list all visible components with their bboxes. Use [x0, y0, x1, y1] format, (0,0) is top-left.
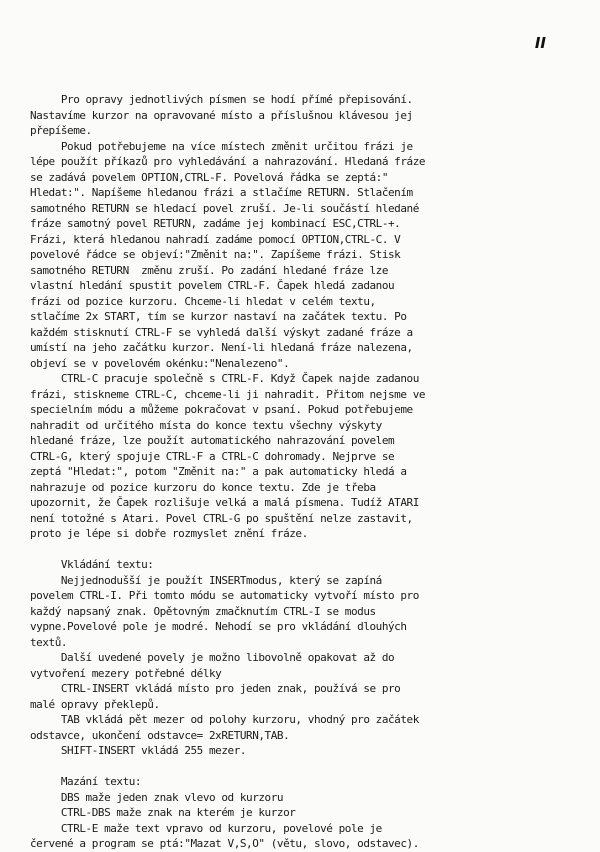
text-line: frázi od pozice kurzoru. Chceme-li hledat v celém textu,: [30, 294, 376, 308]
text-line: SHIFT-INSERT vkládá 255 mezer.: [30, 744, 247, 757]
text-line: Frázi, která hledanou nahradí zadáme pomocí OPTION,CTRL-C. V: [30, 232, 401, 246]
text-line: povelem CTRL-I. Při tomto módu se automaticky vytvoří místo pro: [30, 589, 419, 602]
text-line: každý napsaný znak. Opětovným zmačknutím CTRL-I se modus: [30, 604, 376, 618]
text-line: Nejjednodušší je použít INSERTmodus, který se zapíná: [30, 573, 382, 587]
blank-line: [30, 542, 584, 558]
text-line: CTRL-G, který spojuje CTRL-F a CTRL-C dohromady. Nejprve se: [30, 449, 395, 463]
text-line: přepíšeme.: [30, 124, 92, 137]
text-line: Mazání textu:: [30, 775, 142, 788]
text-line: umístí na jeho začátku kurzor. Není-li hledaná fráze nalezena,: [30, 341, 413, 354]
text-line: zeptá "Hledat:", potom "Změnit na:" a pak automaticky hledá a: [30, 465, 407, 478]
text-line: vlastní hledání spustit povelem CTRL-F. Čapek hledá zadanou: [30, 279, 395, 292]
text-line: stlačíme 2x START, tím se kurzor nastaví na začátek textu. Po: [30, 310, 407, 323]
text-line: lépe použít příkazů pro vyhledávání a nahrazování. Hledaná fráze: [30, 155, 426, 168]
text-line: nahrazuje od pozice kurzoru do konce textu. Zde je třeba: [30, 480, 376, 494]
text-line: proto je lépe si dobře rozmyslet znění fráze.: [30, 527, 308, 540]
text-line: Pokud potřebujeme na více místech změnit určitou frázi je: [30, 139, 413, 153]
text-line: se zadává povelem OPTION,CTRL-F. Povelová řádka se zeptá:": [30, 170, 389, 184]
text-line: Nastavíme kurzor na opravované místo a příslušnou klávesou jej: [30, 108, 413, 122]
text-line: frázi, stiskneme CTRL-C, chceme-li ji nahradit. Přitom nejsme ve: [30, 387, 426, 401]
blank-line: [30, 759, 584, 775]
text-line: nahradit od určitého místa do konce textu všechny výskyty: [30, 418, 382, 432]
text-line: Hledat:". Napíšeme hledanou frázi a stlačíme RETURN. Stlačením: [30, 186, 413, 199]
text-line: TAB vkládá pět mezer od polohy kurzoru, vhodný pro začátek: [30, 713, 419, 726]
text-line: Vkládání textu:: [30, 558, 154, 571]
text-line: CTRL-DBS maže znak na kterém je kurzor: [30, 806, 296, 819]
text-line: odstavce, ukončení odstavce= 2xRETURN,TAB.: [30, 728, 290, 742]
text-line: objeví se v povelovém okénku:"Nenalezeno".: [30, 356, 290, 370]
text-line: povelové řádce se objeví:"Změnit na:". Zapíšeme frázi. Stisk: [30, 248, 401, 261]
text-line: Pro opravy jednotlivých písmen se hodí přímé přepisování.: [30, 93, 413, 106]
text-line: CTRL-E maže text vpravo od kurzoru, povelové pole je: [30, 821, 382, 835]
text-line: vypne.Povelové pole je modré. Nehodí se pro vkládání dlouhých: [30, 620, 407, 633]
text-line: červené a program se ptá:"Mazat V,S,O" (větu, slovo, odstavec).: [30, 837, 419, 850]
text-line: samotného RETURN se hledací povel zruší. Je-li součástí hledané: [30, 201, 419, 215]
text-line: malé opravy překlepů.: [30, 697, 160, 711]
document-body: [30, 92, 584, 852]
text-line: fráze samotný povel RETURN, zadáme jej kombinací ESC,CTRL-+.: [30, 217, 401, 230]
text-line: samotného RETURN změnu zruší. Po zadání hledané fráze lze: [30, 263, 389, 277]
text-line: textů.: [30, 635, 68, 649]
page-number: II: [534, 34, 546, 52]
text-line: CTRL-INSERT vkládá místo pro jeden znak, používá se pro: [30, 682, 401, 695]
text-line: hledané fráze, lze použít automatického nahrazování povelem: [30, 434, 395, 447]
text-line: každém stisknutí CTRL-F se vyhledá další výskyt zadané fráze a: [30, 325, 413, 339]
text-line: DBS maže jeden znak vlevo od kurzoru: [30, 790, 284, 804]
text-line: specielním módu a můžeme pokračovat v psaní. Pokud potřebujeme: [30, 403, 413, 416]
text-line: upozornit, že Čapek rozlišuje velká a malá písmena. Tudíž ATARI: [30, 496, 419, 509]
text-line: CTRL-C pracuje společně s CTRL-F. Když Čapek najde zadanou: [30, 372, 419, 385]
text-line: vytvoření mezery potřebné délky: [30, 666, 222, 680]
text-line: není totožné s Atari. Povel CTRL-G po spuštění nelze zastavit,: [30, 511, 413, 525]
text-line: Další uvedené povely je možno libovolně opakovat až do: [30, 651, 395, 664]
